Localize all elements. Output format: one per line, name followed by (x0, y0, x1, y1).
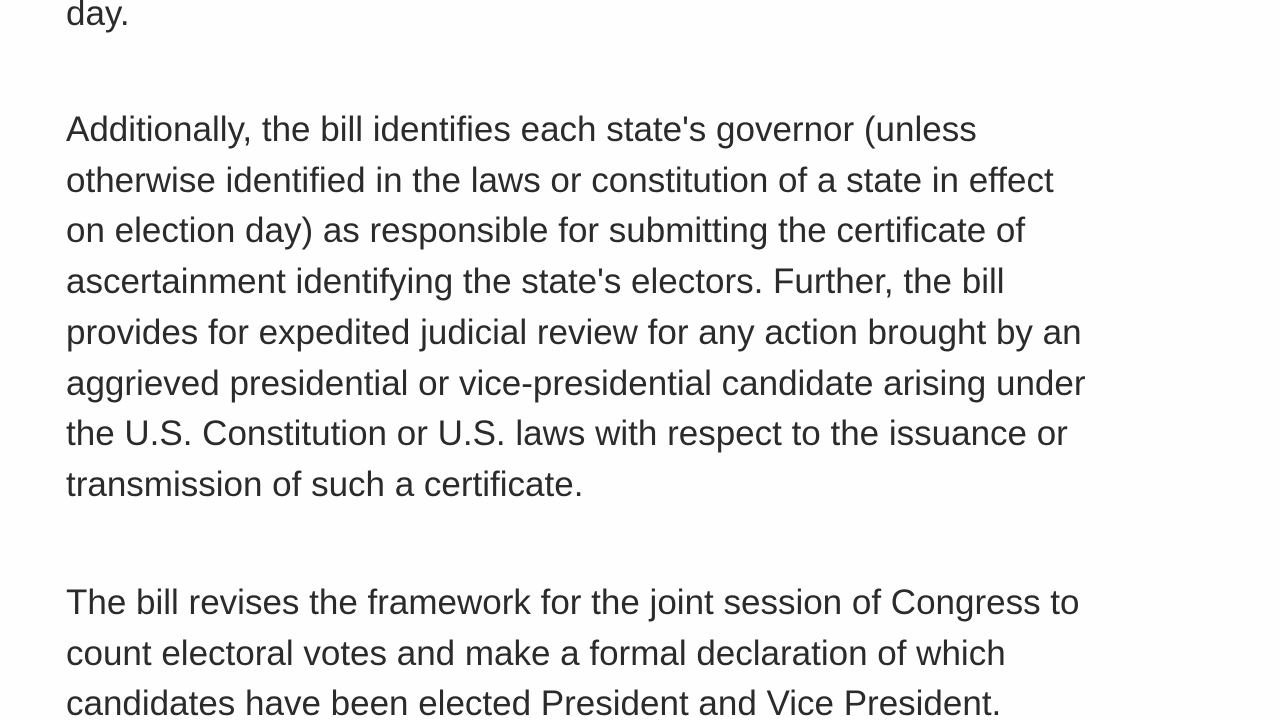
text-line: otherwise identified in the laws or constitution of a state in effect (66, 160, 1054, 200)
text-line: on election day) as responsible for submitting the certificate of (66, 211, 1026, 251)
text-line: The bill revises the framework for the joint session of Congress to (66, 583, 1080, 622)
text-line: aggrieved presidential or vice-presidential candidate arising under (66, 363, 1086, 403)
text-line: the U.S. Constitution or U.S. laws with respect to the issuance or (66, 414, 1068, 454)
paragraph-fragment-top (66, 0, 1256, 40)
paragraph-certificate-of-ascertainment (66, 105, 1256, 511)
text-line: candidates have been elected President and Vice President. (66, 684, 1002, 720)
text-line: day. (66, 0, 130, 33)
text-line: count electoral votes and make a formal declaration of which (66, 633, 1006, 673)
text-line: transmission of such a certificate. (66, 464, 584, 504)
text-line: ascertainment identifying the state's electors. Further, the bill (66, 262, 1005, 302)
paragraph-joint-session (66, 578, 1256, 720)
text-line: Additionally, the bill identifies each state's governor (unless (66, 110, 977, 149)
text-line: provides for expedited judicial review for any action brought by an (66, 312, 1082, 352)
